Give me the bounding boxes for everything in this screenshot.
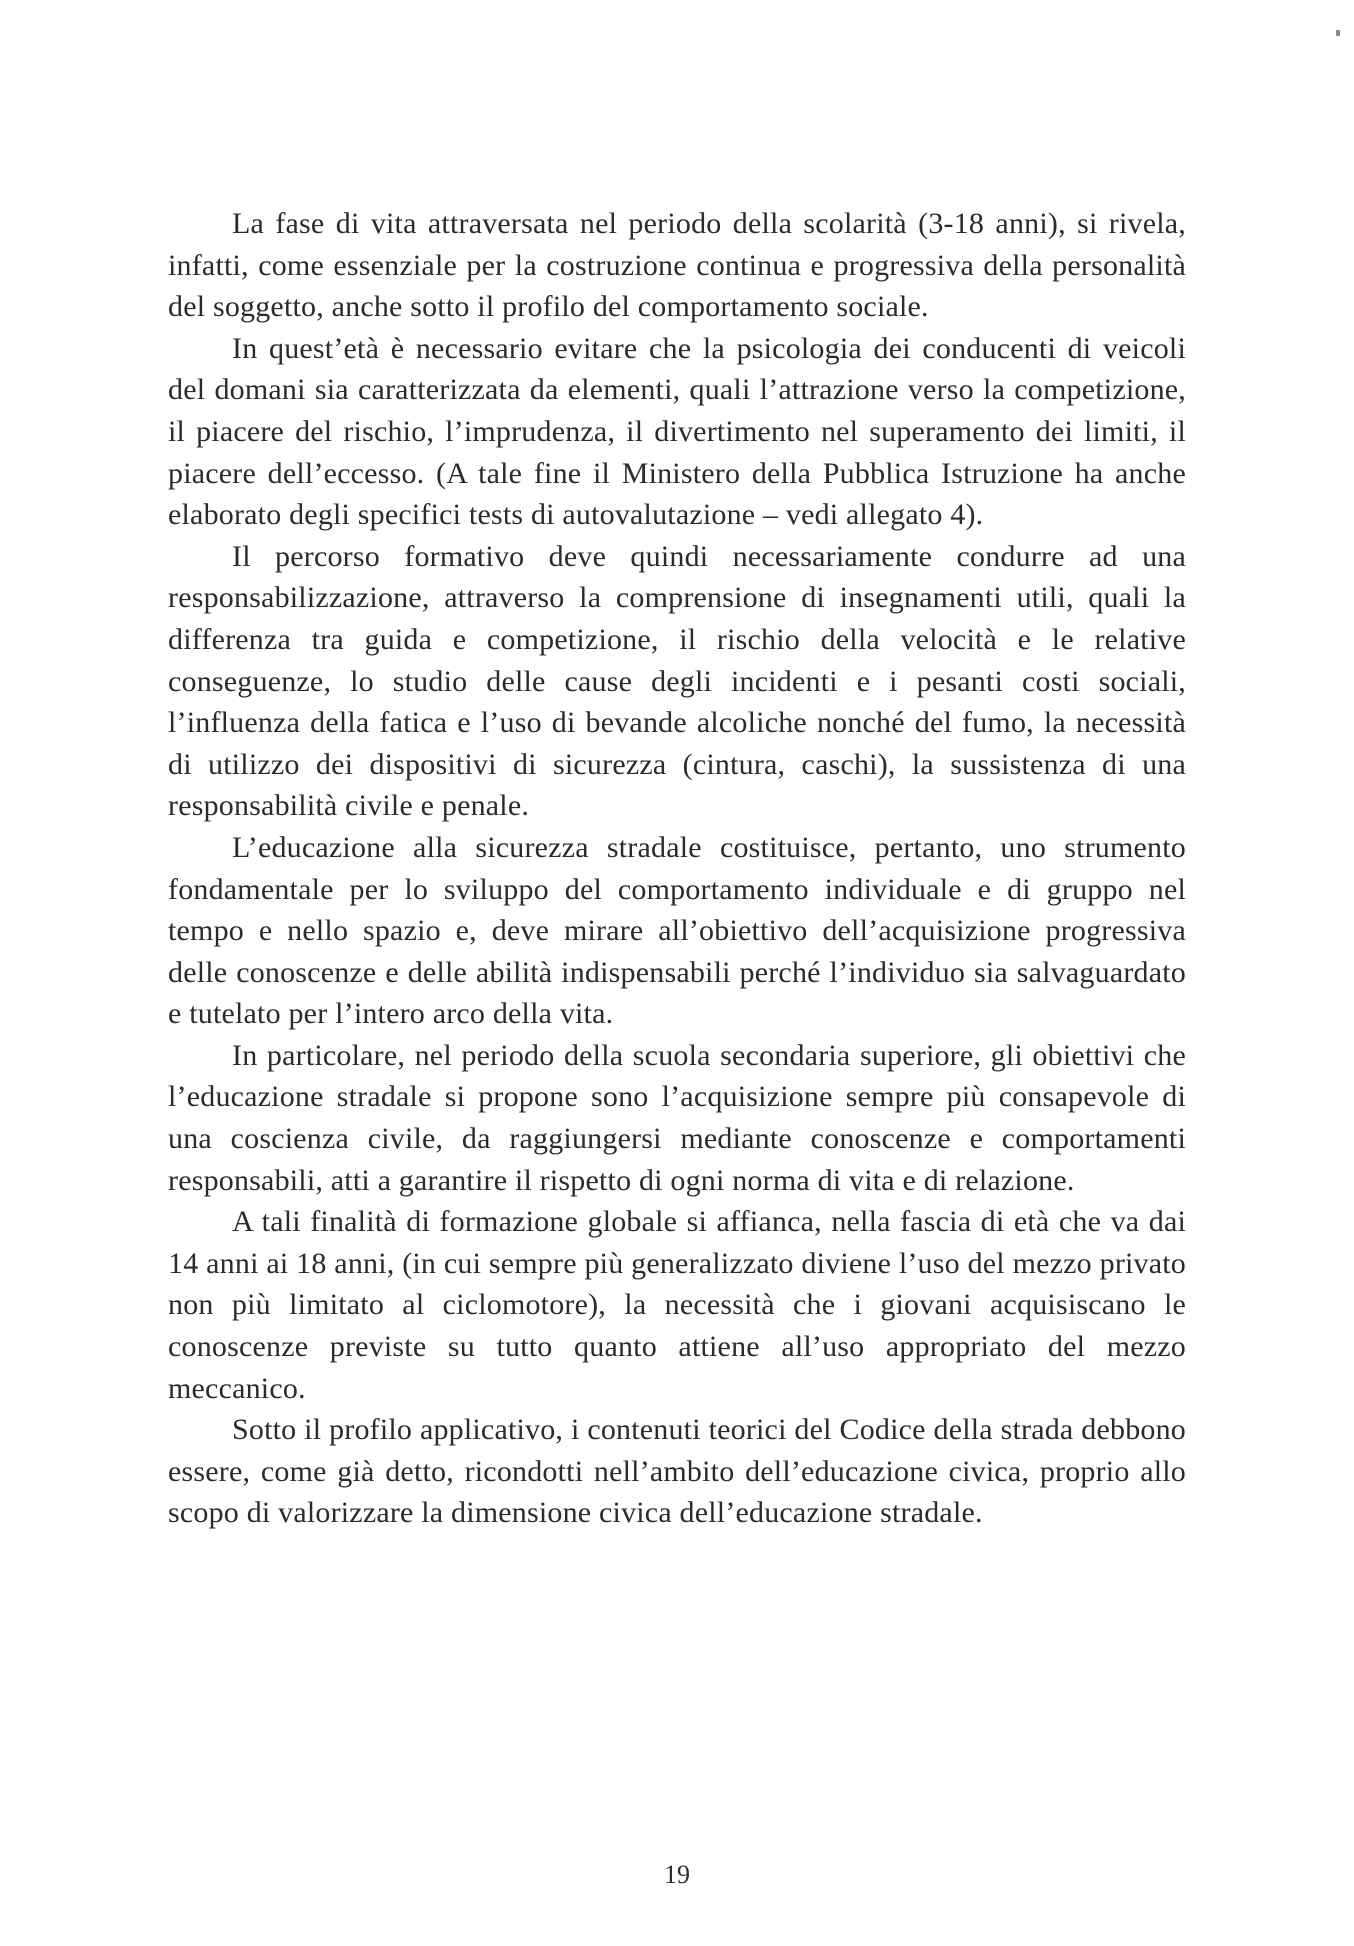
- page-number: 19: [664, 1860, 690, 1889]
- paragraph: L’educazione alla sicurezza stradale costituisce, pertanto, uno strumento fondamentale per lo sviluppo del comportamento individuale e di gruppo nel tempo e nello spazio e, deve mirare all’obiettivo dell’acquisizione progressiva delle conoscenze e delle abilità indispensabili perché l’individuo sia salvaguardato e tutelato per l’intero arco della vita.: [168, 830, 1186, 1031]
- paragraph: In particolare, nel periodo della scuola secondaria superiore, gli obiettivi che l’educazione stradale si propone sono l’acquisizione sempre più consapevole di una coscienza civile, da raggiungersi mediante conoscenze e comportamenti responsabili, atti a garantire il rispetto di ogni norma di vita e di relazione.: [168, 1038, 1186, 1197]
- scan-dot-mark: [1336, 30, 1340, 36]
- paragraph: Il percorso formativo deve quindi necessariamente condurre ad una responsabilizzazione, attraverso la comprensione di insegnamenti utili, quali la differenza tra guida e competizione, il rischio della velocità e le relative conseguenze, lo studio delle cause degli incidenti e i pesanti costi sociali, l’influenza della fatica e l’uso di bevande alcoliche nonché del fumo, la necessità di utilizzo dei dispositivi di sicurezza (cintura, caschi), la sussistenza di una responsabilità civile e penale.: [168, 539, 1186, 823]
- paragraph: In quest’età è necessario evitare che la psicologia dei conducenti di veicoli del domani sia caratterizzata da elementi, quali l’attrazione verso la competizione, il piacere del rischio, l’imprudenza, il divertimento nel superamento dei limiti, il piacere dell’eccesso. (A tale fine il Ministero della Pubblica Istruzione ha anche elaborato degli specifici tests di autovalutazione – vedi allegato 4).: [168, 331, 1186, 532]
- paragraph: A tali finalità di formazione globale si affianca, nella fascia di età che va dai 14 anni ai 18 anni, (in cui sempre più generalizzato diviene l’uso del mezzo privato non più limitato al ciclomotore), la necessità che i giovani acquisiscano le conoscenze previste su tutto quanto attiene all’uso appropriato del mezzo meccanico.: [168, 1205, 1186, 1405]
- paragraph: Sotto il profilo applicativo, i contenuti teorici del Codice della strada debbono essere, come già detto, ricondotti nell’ambito dell’educazione civica, proprio allo scopo di valorizzare la dimensione civica dell’educazione stradale.: [168, 1413, 1186, 1530]
- body-text: [168, 203, 1186, 1534]
- paragraph: La fase di vita attraversata nel periodo della scolarità (3-18 anni), si rivela, infatti, come essenziale per la costruzione continua e progressiva della personalità del soggetto, anche sotto il profilo del comportamento sociale.: [168, 207, 1186, 324]
